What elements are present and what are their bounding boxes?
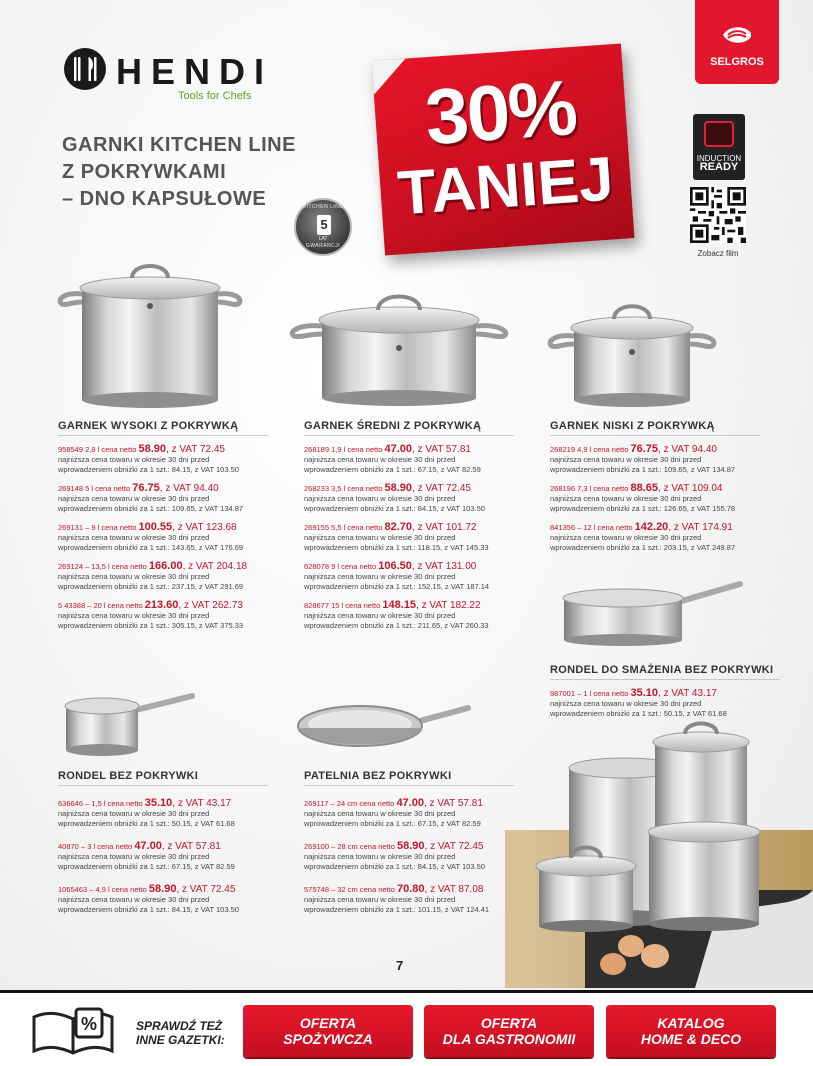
net-price: 35.10 [630, 687, 659, 699]
warranty-unit: LAT [318, 236, 328, 242]
previous-price: wprowadzeniem obniżki za 1 szt.: 237.15, z VAT 291.69 [58, 582, 244, 591]
product-block [58, 420, 268, 631]
frying-pan-image [296, 692, 472, 762]
price-note: najniższa cena towaru w okresie 30 dni przed [550, 494, 702, 503]
footer [0, 990, 813, 1066]
medium-pot-image [286, 290, 512, 410]
product-title: GARNEK WYSOKI Z POKRYWKĄ [58, 420, 268, 436]
footer-text-line: SPRAWDŹ TEŻ [136, 1019, 222, 1033]
previous-price: wprowadzeniem obniżki za 1 szt.: 84.15, z VAT 103.50 [304, 504, 485, 513]
price-entry [304, 841, 514, 872]
price-entry [550, 522, 760, 553]
price-note: najniższa cena towaru w okresie 30 dni przed [304, 494, 456, 503]
net-price: 82.70 [384, 521, 413, 533]
price-note: najniższa cena towaru w okresie 30 dni przed [304, 455, 456, 464]
price-entry [304, 798, 514, 829]
product-code: 269100 – 28 cm cena netto [304, 842, 397, 851]
price-entry [58, 600, 268, 631]
induction-ready-badge [693, 114, 745, 180]
price-note: najniższa cena towaru w okresie 30 dni przed [58, 809, 210, 818]
net-price: 166.00 [148, 560, 183, 572]
previous-price: wprowadzeniem obniżki za 1 szt.: 152.15, z VAT 187.14 [304, 582, 490, 591]
previous-price: wprowadzeniem obniżki za 1 szt.: 50.15, z VAT 61.68 [58, 819, 235, 828]
price-entry [58, 798, 268, 829]
stock-pot-image [52, 262, 248, 410]
net-price: 142.20 [634, 521, 669, 533]
product-title: GARNEK ŚREDNI Z POKRYWKĄ [304, 420, 514, 436]
product-block [304, 420, 514, 631]
sale-sticker [372, 44, 635, 256]
product-code: 268196 7,3 l cena netto [550, 484, 631, 493]
net-price: 47.00 [396, 797, 424, 809]
product-code: 269131 – 9 l cena netto [58, 523, 139, 532]
price-note: najniższa cena towaru w okresie 30 dni przed [304, 611, 456, 620]
warranty-years: 5 [317, 215, 331, 235]
net-price: 58.90 [397, 840, 425, 852]
previous-price: wprowadzeniem obniżki za 1 szt.: 143.65, z VAT 176.69 [58, 543, 244, 552]
brand-name: HENDI [116, 51, 274, 92]
net-price: 47.00 [134, 840, 162, 852]
previous-price: wprowadzeniem obniżki za 1 szt.: 126.65, z VAT 155.78 [550, 504, 736, 513]
vat-price: , z VAT 72.45 [412, 483, 471, 494]
net-price: 88.65 [630, 482, 659, 494]
vat-price: , z VAT 87.08 [424, 884, 484, 895]
price-entry [58, 561, 268, 592]
button-line: OFERTA [480, 1015, 538, 1031]
price-entry [550, 483, 760, 514]
price-entry [550, 688, 780, 719]
button-line: SPOŻYWCZA [283, 1031, 373, 1047]
net-price: 213.60 [144, 599, 179, 611]
product-code: 40870 – 3 l cena netto [58, 842, 135, 851]
price-entry [58, 884, 268, 915]
product-title: RONDEL BEZ POKRYWKI [58, 770, 268, 786]
net-price: 58.90 [384, 482, 413, 494]
product-code: 269124 – 13,5 l cena netto [58, 562, 149, 571]
vat-price: , z VAT 101.72 [412, 522, 477, 533]
footer-text-line: INNE GAZETKI: [136, 1033, 225, 1047]
product-code: 575748 – 32 cm cena netto [304, 885, 397, 894]
price-note: najniższa cena towaru w okresie 30 dni przed [58, 494, 210, 503]
previous-price: wprowadzeniem obniżki za 1 szt.: 101.15, z VAT 124.41 [304, 905, 490, 914]
product-code: 828677 15 l cena netto [304, 601, 383, 610]
price-note: najniższa cena towaru w okresie 30 dni przed [550, 533, 702, 542]
footer-text [136, 1019, 225, 1047]
product-code: 5 43388 – 20 l cena netto [58, 601, 145, 610]
price-note: najniższa cena towaru w okresie 30 dni przed [58, 611, 210, 620]
product-block [550, 420, 760, 553]
product-code: 269155 5,5 l cena netto [304, 523, 385, 532]
low-pot-image [544, 300, 720, 410]
previous-price: wprowadzeniem obniżki za 1 szt.: 50.15, z VAT 61.68 [550, 709, 727, 718]
vat-price: , z VAT 123.68 [172, 522, 237, 533]
saute-pan-image [560, 580, 746, 650]
vat-price: , z VAT 109.04 [658, 483, 723, 494]
warranty-badge [294, 198, 352, 256]
hendi-logo [64, 48, 274, 104]
price-entry [304, 561, 514, 592]
product-title: RONDEL DO SMAŻENIA BEZ POKRYWKI [550, 664, 780, 680]
brand-tagline: Tools for Chefs [178, 90, 252, 102]
price-note: najniższa cena towaru w okresie 30 dni przed [58, 852, 210, 861]
product-code: 268189 1,9 l cena netto [304, 445, 385, 454]
warranty-bottom-text: GWARANCJI [305, 243, 341, 249]
previous-price: wprowadzeniem obniżki za 1 szt.: 84.15, z VAT 103.50 [304, 862, 485, 871]
price-note: najniższa cena towaru w okresie 30 dni przed [58, 455, 210, 464]
vat-price: , z VAT 94.40 [658, 444, 717, 455]
column-middle-lower [304, 770, 514, 915]
qr-code[interactable] [690, 187, 746, 243]
product-code: 958549 2,8 l cena netto [58, 445, 139, 454]
product-block [550, 664, 780, 719]
vat-price: , z VAT 43.17 [658, 688, 717, 699]
title-line: – DNO KAPSUŁOWE [62, 188, 267, 210]
product-title: PATELNIA BEZ POKRYWKI [304, 770, 514, 786]
sale-percent: 30% [422, 62, 579, 162]
previous-price: wprowadzeniem obniżki za 1 szt.: 109.65, z VAT 134.87 [58, 504, 244, 513]
column-left [58, 420, 268, 631]
product-code: 269148 5 l cena netto [58, 484, 133, 493]
column-left-lower [58, 770, 268, 915]
vat-price: , z VAT 57.81 [412, 444, 471, 455]
svg-text:%: % [80, 1014, 98, 1034]
katalog-home-deco-button[interactable] [606, 1005, 776, 1057]
product-code: 269117 – 24 cm cena netto [304, 799, 397, 808]
previous-price: wprowadzeniem obniżki za 1 szt.: 109.65, z VAT 134.87 [550, 465, 736, 474]
saucepan-image [60, 690, 196, 760]
price-note: najniższa cena towaru w okresie 30 dni przed [550, 699, 702, 708]
price-note: najniższa cena towaru w okresie 30 dni przed [58, 533, 210, 542]
title-line: GARNKI KITCHEN LINE [62, 134, 296, 156]
price-entry [304, 522, 514, 553]
column-right [550, 420, 760, 553]
price-note: najniższa cena towaru w okresie 30 dni przed [304, 572, 456, 581]
price-note: najniższa cena towaru w okresie 30 dni przed [58, 895, 210, 904]
net-price: 76.75 [630, 443, 659, 455]
price-entry [304, 483, 514, 514]
net-price: 58.90 [138, 443, 167, 455]
vat-price: , z VAT 94.40 [159, 483, 219, 494]
product-block [58, 770, 268, 915]
product-block [304, 770, 514, 915]
net-price: 47.00 [384, 443, 413, 455]
price-note: najniższa cena towaru w okresie 30 dni przed [550, 455, 702, 464]
vat-price: , z VAT 72.45 [176, 884, 236, 895]
book-percent-icon [30, 1007, 116, 1057]
button-line: DLA GASTRONOMII [442, 1031, 576, 1047]
previous-price: wprowadzeniem obniżki za 1 szt.: 67.15, z VAT 82.59 [58, 862, 235, 871]
product-code: 268233 3,5 l cena netto [304, 484, 385, 493]
page-title [62, 132, 296, 213]
previous-price: wprowadzeniem obniżki za 1 szt.: 67.15, z VAT 82.59 [304, 819, 481, 828]
button-line: KATALOG [657, 1015, 725, 1031]
net-price: 100.55 [138, 521, 173, 533]
previous-price: wprowadzeniem obniżki za 1 szt.: 67.15, z VAT 82.59 [304, 465, 481, 474]
column-right-lower [550, 664, 780, 719]
button-line: OFERTA [299, 1015, 357, 1031]
price-entry [58, 841, 268, 872]
title-line: Z POKRYWKAMI [62, 161, 227, 183]
sale-word: TANIEJ [395, 144, 616, 229]
vat-price: , z VAT 204.18 [182, 561, 248, 572]
previous-price: wprowadzeniem obniżki za 1 szt.: 203.15, z VAT 249.87 [550, 543, 736, 552]
oferta-gastronomia-button[interactable] [424, 1005, 594, 1057]
vat-price: , z VAT 72.45 [166, 444, 225, 455]
button-line: HOME & DECO [640, 1031, 742, 1047]
net-price: 35.10 [144, 797, 173, 809]
induction-line2: READY [699, 161, 739, 173]
net-price: 148.15 [382, 599, 417, 611]
product-code: 636646 – 1,5 l cena netto [58, 799, 145, 808]
vat-price: , z VAT 131.00 [411, 561, 477, 572]
qr-caption: Zobacz film [697, 249, 739, 258]
price-entry [58, 483, 268, 514]
vat-price: , z VAT 57.81 [161, 841, 221, 852]
price-entry [58, 522, 268, 553]
retailer-name: SELGROS [710, 56, 764, 68]
price-entry [550, 444, 760, 475]
kitchen-scene-image [505, 720, 813, 988]
induction-coil-icon [704, 121, 734, 147]
previous-price: wprowadzeniem obniżki za 1 szt.: 84.15, z VAT 103.50 [58, 905, 239, 914]
previous-price: wprowadzeniem obniżki za 1 szt.: 118.15, z VAT 145.33 [304, 543, 489, 552]
price-note: najniższa cena towaru w okresie 30 dni przed [304, 533, 456, 542]
cutlery-icon [64, 48, 106, 90]
price-note: najniższa cena towaru w okresie 30 dni przed [304, 852, 456, 861]
price-entry [304, 444, 514, 475]
net-price: 58.90 [148, 883, 177, 895]
previous-price: wprowadzeniem obniżki za 1 szt.: 84.15, z VAT 103.50 [58, 465, 239, 474]
fish-icon [721, 22, 753, 48]
page-number: 7 [396, 958, 404, 973]
product-code: 628078 9 l cena netto [304, 562, 379, 571]
net-price: 106.50 [378, 560, 412, 572]
net-price: 76.75 [132, 482, 160, 494]
price-entry [304, 884, 514, 915]
price-note: najniższa cena towaru w okresie 30 dni przed [304, 895, 456, 904]
product-code: 987001 – 1 l cena netto [550, 689, 631, 698]
product-title: GARNEK NISKI Z POKRYWKĄ [550, 420, 760, 436]
vat-price: , z VAT 182.22 [416, 600, 481, 611]
product-code: 1065463 – 4,9 l cena netto [58, 885, 149, 894]
price-entry [58, 444, 268, 475]
product-code: 841356 – 12 l cena netto [550, 523, 635, 532]
warranty-top-text: KITCHEN LINE [302, 204, 344, 210]
vat-price: , z VAT 262.73 [178, 600, 243, 611]
oferta-spozywcza-button[interactable] [243, 1005, 413, 1057]
induction-line1: INDUCTION [696, 154, 742, 163]
previous-price: wprowadzeniem obniżki za 1 szt.: 211.65, z VAT 260.33 [304, 621, 489, 630]
vat-price: , z VAT 72.45 [424, 841, 484, 852]
price-note: najniższa cena towaru w okresie 30 dni przed [304, 809, 456, 818]
product-code: 268219 4,9 l cena netto [550, 445, 631, 454]
vat-price: , z VAT 57.81 [423, 798, 483, 809]
vat-price: , z VAT 43.17 [172, 798, 232, 809]
price-note: najniższa cena towaru w okresie 30 dni przed [58, 572, 210, 581]
net-price: 70.80 [397, 883, 425, 895]
vat-price: , z VAT 174.91 [668, 522, 733, 533]
price-entry [304, 600, 514, 631]
previous-price: wprowadzeniem obniżki za 1 szt.: 305.15, z VAT 375.33 [58, 621, 244, 630]
column-middle [304, 420, 514, 631]
selgros-logo [695, 0, 779, 84]
